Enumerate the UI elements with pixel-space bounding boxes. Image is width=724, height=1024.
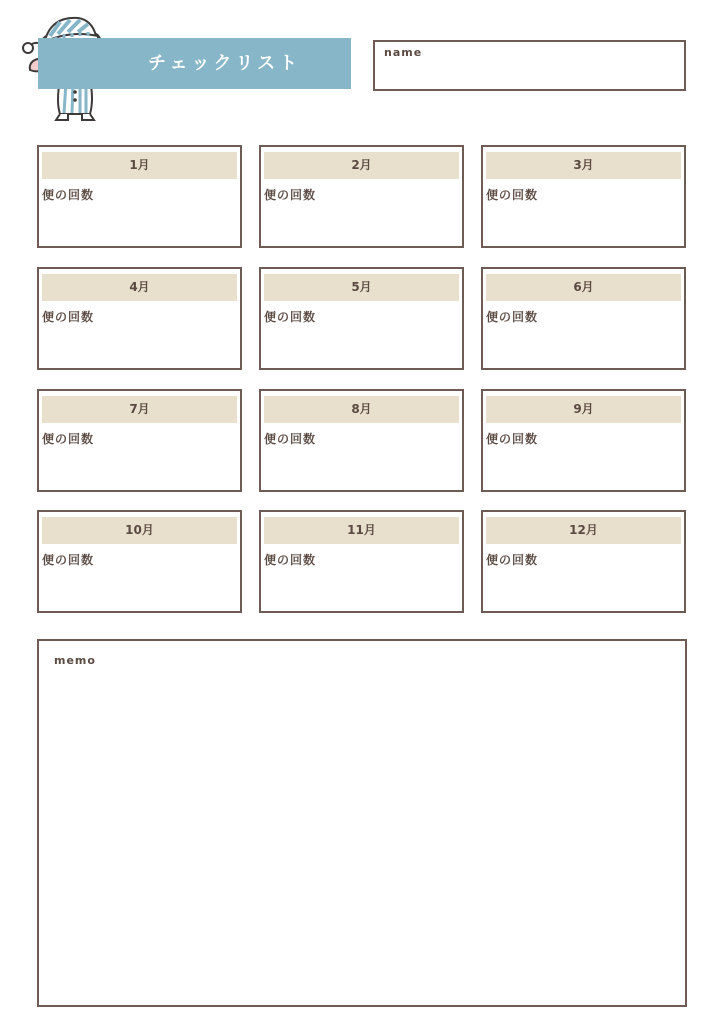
month-header: 1月 <box>42 152 237 179</box>
bowel-count-label: 便の回数 <box>486 553 539 567</box>
bowel-count-label: 便の回数 <box>486 310 539 324</box>
month-header: 3月 <box>486 152 681 179</box>
name-label: name <box>384 46 423 59</box>
page-title: チェックリスト <box>148 53 302 74</box>
month-card-6[interactable] <box>481 267 686 370</box>
bowel-count-label: 便の回数 <box>42 310 95 324</box>
month-header: 6月 <box>486 274 681 301</box>
month-header: 4月 <box>42 274 237 301</box>
bowel-count-label: 便の回数 <box>486 188 539 202</box>
bowel-count-label: 便の回数 <box>264 553 317 567</box>
bowel-count-label: 便の回数 <box>264 188 317 202</box>
month-card-5[interactable] <box>259 267 464 370</box>
month-card-12[interactable] <box>481 510 686 613</box>
bowel-count-label: 便の回数 <box>42 553 95 567</box>
month-header: 2月 <box>264 152 459 179</box>
memo-area[interactable] <box>37 639 687 1007</box>
month-card-7[interactable] <box>37 389 242 492</box>
month-header: 7月 <box>42 396 237 423</box>
name-field[interactable] <box>373 40 686 91</box>
month-header: 9月 <box>486 396 681 423</box>
bowel-count-label: 便の回数 <box>42 188 95 202</box>
month-header: 11月 <box>264 517 459 544</box>
month-card-9[interactable] <box>481 389 686 492</box>
month-card-2[interactable] <box>259 145 464 248</box>
bowel-count-label: 便の回数 <box>42 432 95 446</box>
month-card-4[interactable] <box>37 267 242 370</box>
month-card-8[interactable] <box>259 389 464 492</box>
month-header: 12月 <box>486 517 681 544</box>
memo-label: memo <box>54 654 96 667</box>
month-card-3[interactable] <box>481 145 686 248</box>
month-header: 10月 <box>42 517 237 544</box>
month-card-10[interactable] <box>37 510 242 613</box>
month-card-1[interactable] <box>37 145 242 248</box>
bowel-count-label: 便の回数 <box>264 310 317 324</box>
month-header: 5月 <box>264 274 459 301</box>
bowel-count-label: 便の回数 <box>264 432 317 446</box>
month-header: 8月 <box>264 396 459 423</box>
bowel-count-label: 便の回数 <box>486 432 539 446</box>
month-card-11[interactable] <box>259 510 464 613</box>
